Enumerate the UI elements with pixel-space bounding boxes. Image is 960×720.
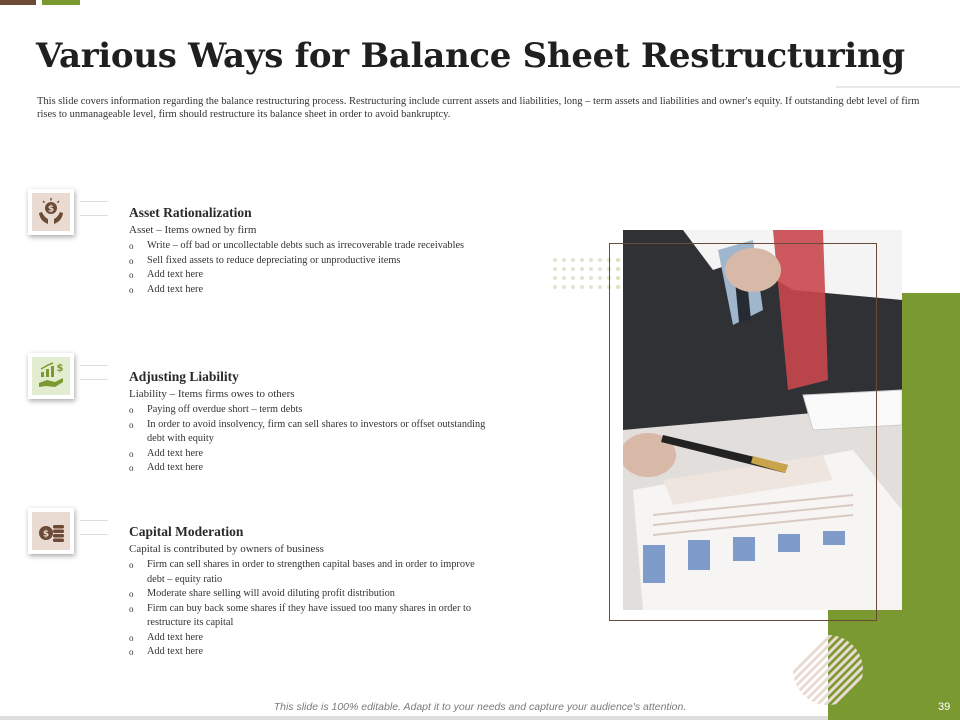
bullet-marker: o: [129, 603, 134, 614]
title-rule: [836, 86, 960, 88]
icon-tile: [28, 508, 74, 554]
list-item: o Moderate share selling will avoid diluting profit distribution: [129, 587, 489, 602]
list-item: o Firm can buy back some shares if they have issued too many shares in order to restructure its capital: [129, 602, 471, 628]
bullet-list: [129, 239, 489, 297]
section-body: [129, 524, 489, 660]
page-number: 39: [938, 701, 951, 713]
list-item: o Write – off bad or uncollectable debts such as irrecoverable trade receivables: [129, 239, 489, 254]
top-accent-brown: [0, 0, 36, 5]
bullet-marker: o: [129, 284, 134, 295]
bullet-marker: o: [129, 448, 134, 459]
connector-line: [80, 534, 108, 535]
list-item: o Add text here: [129, 461, 489, 476]
section-subtitle: Asset – Items owned by firm: [129, 224, 257, 236]
slide-description: This slide covers information regarding the balance restructuring process. Restructuring include current assets and liabilities, long – term assets and liabilities and owner's equity. If outstanding debt level of firm rises to unmanageable level, firm should restructure its balance sheet in order to avoid bankruptcy.: [37, 96, 920, 120]
dollar-coin-hands-icon: [32, 193, 70, 231]
slide-title: Various Ways for Balance Sheet Restructuring: [36, 36, 905, 76]
connector-line: [80, 520, 108, 521]
list-item: o In order to avoid insolvency, firm can sell shares to investors or offset outstanding debt with equity: [129, 418, 486, 444]
dollar-coins-stack-icon: [32, 512, 70, 550]
bullet-list: [129, 403, 489, 476]
connector-line: [80, 215, 108, 216]
connector-line: [80, 379, 108, 380]
hatched-circle-decor: [792, 634, 864, 706]
section-subtitle: Capital is contributed by owners of business: [129, 543, 324, 555]
bullet-marker: o: [129, 270, 134, 280]
bullet-marker: o: [129, 647, 134, 657]
list-item: o Add text here: [129, 268, 489, 283]
section-title: Asset Rationalization: [129, 205, 252, 220]
growth-hand-dollar-icon: [32, 357, 70, 395]
icon-tile: [28, 353, 74, 399]
svg-text:$: $: [42, 529, 50, 540]
list-item: o Paying off overdue short – term debts: [129, 403, 489, 418]
bullet-marker: o: [129, 589, 134, 599]
list-item: o Add text here: [129, 447, 489, 462]
list-item: o Add text here: [129, 631, 489, 646]
footer-rule: [0, 716, 828, 720]
connector-line: [80, 365, 108, 366]
section-title: Capital Moderation: [129, 524, 244, 539]
section-title: Adjusting Liability: [129, 369, 239, 384]
section-body: [129, 205, 489, 297]
list-item: o Sell fixed assets to reduce depreciating or unproductive items: [129, 254, 489, 269]
bullet-list: [129, 558, 489, 660]
footer-note: This slide is 100% editable. Adapt it to your needs and capture your audience's attention.: [273, 701, 687, 713]
bullet-marker: o: [129, 405, 134, 415]
icon-tile: [28, 189, 74, 235]
bullet-marker: o: [129, 241, 134, 251]
bullet-marker: o: [129, 419, 134, 430]
section-body: [129, 369, 489, 476]
bullet-marker: o: [129, 255, 134, 266]
photo-frame: [609, 243, 877, 621]
bullet-marker: o: [129, 560, 134, 570]
connector-line: [80, 201, 108, 202]
section-subtitle: Liability – Items firms owes to others: [129, 388, 295, 400]
bullet-marker: o: [129, 463, 134, 473]
list-item: o Firm can sell shares in order to strengthen capital bases and in order to improve debt – equity ratio: [129, 559, 475, 585]
svg-text:$: $: [47, 204, 55, 215]
list-item: o Add text here: [129, 283, 489, 298]
bullet-marker: o: [129, 632, 134, 643]
svg-text:$: $: [56, 363, 64, 374]
top-accent-green: [42, 0, 80, 5]
list-item: o Add text here: [129, 645, 489, 660]
